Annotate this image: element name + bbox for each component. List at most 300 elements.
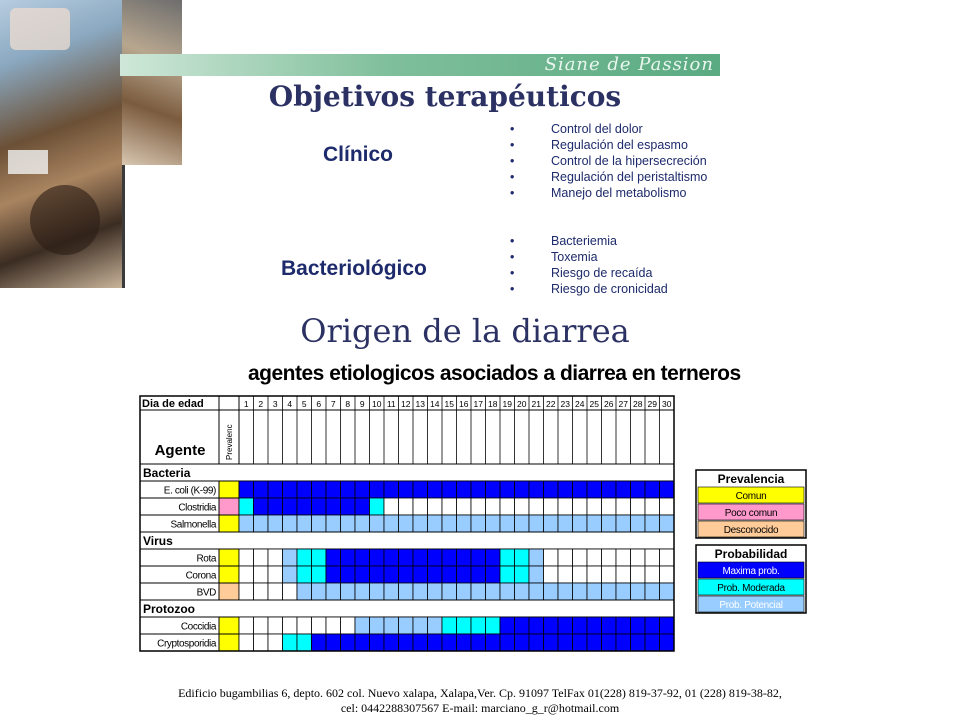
probability-cell (355, 481, 370, 498)
agent-name: Clostridia (178, 502, 216, 514)
group-label: Virus (143, 534, 173, 548)
probability-cell (573, 481, 588, 498)
agent-column-label: Agente (154, 442, 206, 459)
probability-cell (558, 481, 573, 498)
probability-cell (399, 498, 414, 515)
probability-cell (515, 515, 530, 532)
probability-legend-item-label: Prob. Potencial (719, 600, 783, 611)
probability-cell (529, 617, 544, 634)
probability-cell (558, 515, 573, 532)
list-item: • Bacteriemia (510, 233, 668, 249)
footer-contact-line: cel: 0442288307567 E-mail: marciano_g_r@hotmail.com (340, 701, 620, 715)
probability-cell (500, 583, 515, 600)
probability-cell (616, 549, 631, 566)
probability-cell (341, 481, 356, 498)
probability-cell (457, 481, 472, 498)
probability-cell (239, 634, 254, 651)
day-tick-label: 22 (546, 399, 556, 409)
list-item: • Manejo del metabolismo (510, 185, 707, 201)
day-tick-label: 19 (502, 399, 512, 409)
probability-cell (471, 549, 486, 566)
probability-cell (268, 515, 283, 532)
agent-name: Cryptosporidia (157, 638, 216, 650)
probability-cell (544, 549, 559, 566)
prevalence-cell (219, 634, 239, 651)
probability-cell (297, 515, 312, 532)
day-tick-label: 16 (459, 399, 469, 409)
probability-cell (442, 617, 457, 634)
probability-cell (384, 634, 399, 651)
probability-cell (544, 481, 559, 498)
probability-cell (486, 583, 501, 600)
probability-cell (457, 498, 472, 515)
group-header-row (140, 600, 674, 617)
group-label: Protozoo (143, 602, 195, 616)
agent-name: Rota (196, 553, 216, 565)
probability-cell (529, 583, 544, 600)
probability-cell (544, 617, 559, 634)
probability-cell (399, 634, 414, 651)
probability-cell (602, 617, 617, 634)
day-tick-label: 30 (662, 399, 672, 409)
day-tick-label: 18 (488, 399, 498, 409)
probability-cell (341, 634, 356, 651)
probability-cell (428, 583, 443, 600)
day-tick-label: 8 (345, 399, 351, 409)
probability-cell (645, 566, 660, 583)
probability-cell (428, 566, 443, 583)
day-tick-label: 6 (316, 399, 322, 409)
probability-cell (428, 549, 443, 566)
probability-cell (254, 498, 269, 515)
probability-cell (428, 634, 443, 651)
probability-cell (587, 498, 602, 515)
probability-cell (442, 549, 457, 566)
probability-cell (602, 515, 617, 532)
probability-cell (297, 498, 312, 515)
probability-cell (297, 634, 312, 651)
probability-cell (283, 549, 298, 566)
probability-cell (558, 583, 573, 600)
probability-cell (558, 566, 573, 583)
prevalence-cell (219, 549, 239, 566)
probability-cell (529, 481, 544, 498)
probability-cell (573, 634, 588, 651)
probability-cell (660, 566, 675, 583)
probability-cell (529, 498, 544, 515)
probability-cell (515, 583, 530, 600)
probability-cell (239, 617, 254, 634)
probability-cell (660, 481, 675, 498)
probability-legend-item-label: Maxima prob. (722, 566, 780, 577)
agent-name: Coccidia (180, 621, 216, 633)
probability-cell (500, 549, 515, 566)
probability-cell (399, 549, 414, 566)
group-header-row (140, 464, 674, 481)
probability-cell (297, 481, 312, 498)
probability-cell (660, 515, 675, 532)
prevalence-legend-item-label: Desconocido (723, 525, 779, 536)
list-item: • Riesgo de cronicidad (510, 281, 668, 297)
probability-cell (283, 515, 298, 532)
grid-header-label: Dia de edad (142, 398, 204, 410)
probability-cell (616, 583, 631, 600)
probability-cell (283, 481, 298, 498)
probability-cell (544, 515, 559, 532)
probability-cell (355, 549, 370, 566)
probability-cell (471, 617, 486, 634)
probability-cell (384, 549, 399, 566)
probability-cell (616, 498, 631, 515)
prevalence-cell (219, 498, 239, 515)
probability-cell (471, 566, 486, 583)
probability-cell (355, 617, 370, 634)
probability-cell (457, 583, 472, 600)
probability-cell (312, 617, 327, 634)
probability-cell (283, 566, 298, 583)
probability-cell (602, 549, 617, 566)
probability-cell (529, 515, 544, 532)
probability-cell (529, 634, 544, 651)
probability-cell (602, 634, 617, 651)
probability-cell (558, 549, 573, 566)
probability-cell (399, 617, 414, 634)
probability-cell (631, 498, 646, 515)
probability-cell (413, 481, 428, 498)
probability-cell (602, 481, 617, 498)
day-tick-label: 13 (415, 399, 425, 409)
probability-cell (515, 481, 530, 498)
probability-cell (515, 634, 530, 651)
probability-cell (341, 549, 356, 566)
probability-cell (370, 566, 385, 583)
probability-cell (268, 498, 283, 515)
probability-cell (515, 617, 530, 634)
probability-cell (616, 617, 631, 634)
day-tick-label: 9 (359, 399, 365, 409)
section-label-clinico: Clínico (323, 143, 394, 166)
probability-cell (573, 566, 588, 583)
probability-cell (558, 634, 573, 651)
probability-cell (457, 634, 472, 651)
probability-cell (268, 481, 283, 498)
probability-cell (312, 549, 327, 566)
section-title: Origen de la diarrea (300, 312, 630, 350)
probability-cell (529, 549, 544, 566)
agent-name: Corona (185, 570, 216, 582)
probability-cell (457, 549, 472, 566)
probability-cell (500, 498, 515, 515)
probability-legend-item-label: Prob. Moderada (717, 583, 785, 594)
probability-cell (660, 498, 675, 515)
probability-cell (268, 549, 283, 566)
probability-cell (442, 515, 457, 532)
day-tick-label: 25 (589, 399, 599, 409)
probability-cell (384, 617, 399, 634)
probability-cell (631, 549, 646, 566)
agent-name: Salmonella (170, 519, 216, 531)
prevalence-column-label: Prevalenc (225, 424, 234, 460)
probability-cell (631, 566, 646, 583)
probability-cell (587, 549, 602, 566)
probability-legend-title: Probabilidad (714, 547, 788, 561)
probability-cell (326, 566, 341, 583)
probability-cell (399, 515, 414, 532)
probability-cell (660, 549, 675, 566)
probability-cell (312, 566, 327, 583)
probability-cell (326, 515, 341, 532)
probability-cell (631, 583, 646, 600)
day-tick-label: 27 (618, 399, 628, 409)
probability-cell (515, 498, 530, 515)
probability-cell (254, 566, 269, 583)
day-tick-label: 28 (633, 399, 643, 409)
probability-cell (602, 498, 617, 515)
probability-cell (413, 634, 428, 651)
probability-cell (268, 617, 283, 634)
day-tick-label: 3 (272, 399, 278, 409)
probability-cell (500, 515, 515, 532)
probability-cell (254, 617, 269, 634)
probability-cell (457, 566, 472, 583)
probability-cell (587, 481, 602, 498)
probability-cell (544, 634, 559, 651)
probability-cell (660, 617, 675, 634)
probability-cell (370, 498, 385, 515)
agent-name: BVD (196, 587, 216, 599)
probability-cell (413, 583, 428, 600)
probability-cell (399, 481, 414, 498)
probability-cell (283, 498, 298, 515)
probability-cell (312, 498, 327, 515)
probability-cell (573, 617, 588, 634)
probability-cell (268, 566, 283, 583)
probability-cell (239, 549, 254, 566)
prevalence-cell (219, 617, 239, 634)
probability-cell (645, 549, 660, 566)
probability-cell (370, 549, 385, 566)
probability-cell (312, 583, 327, 600)
probability-cell (645, 515, 660, 532)
probability-cell (442, 481, 457, 498)
probability-cell (457, 617, 472, 634)
probability-cell (239, 566, 254, 583)
page-title: Objetivos terapéuticos (268, 80, 622, 113)
probability-cell (486, 566, 501, 583)
probability-cell (500, 566, 515, 583)
day-tick-label: 14 (430, 399, 440, 409)
probability-cell (283, 617, 298, 634)
probability-cell (631, 617, 646, 634)
probability-cell (341, 566, 356, 583)
prevalence-cell (219, 566, 239, 583)
probability-cell (355, 498, 370, 515)
probability-cell (645, 481, 660, 498)
probability-cell (384, 566, 399, 583)
probability-cell (631, 515, 646, 532)
day-tick-label: 26 (604, 399, 614, 409)
probability-cell (341, 617, 356, 634)
probability-cell (471, 498, 486, 515)
probability-cell (326, 583, 341, 600)
probability-cell (442, 583, 457, 600)
probability-cell (384, 515, 399, 532)
day-tick-label: 23 (560, 399, 570, 409)
day-tick-label: 29 (647, 399, 657, 409)
probability-cell (602, 566, 617, 583)
probability-cell (312, 515, 327, 532)
probability-cell (370, 481, 385, 498)
probability-cell (500, 634, 515, 651)
probability-cell (413, 617, 428, 634)
probability-cell (297, 549, 312, 566)
probability-cell (384, 498, 399, 515)
day-tick-label: 20 (517, 399, 527, 409)
agent-header-row (140, 410, 674, 464)
prevalence-cell (219, 481, 239, 498)
probability-cell (355, 583, 370, 600)
list-item: • Toxemia (510, 249, 668, 265)
probability-cell (558, 617, 573, 634)
probability-cell (645, 617, 660, 634)
prevalence-cell (219, 515, 239, 532)
day-tick-label: 15 (444, 399, 454, 409)
probability-cell (283, 634, 298, 651)
probability-cell (268, 634, 283, 651)
probability-cell (558, 498, 573, 515)
probability-cell (587, 634, 602, 651)
probability-cell (341, 583, 356, 600)
probability-cell (283, 583, 298, 600)
chart-title: agentes etiologicos asociados a diarrea en terneros (248, 362, 741, 385)
probability-cell (573, 498, 588, 515)
probability-cell (355, 566, 370, 583)
day-tick-label: 1 (243, 399, 249, 409)
prevalence-legend-item-label: Comun (735, 491, 767, 502)
probability-cell (254, 583, 269, 600)
probability-cell (297, 617, 312, 634)
day-tick-label: 17 (473, 399, 483, 409)
probability-cell (471, 583, 486, 600)
agent-name: E. coli (K-99) (163, 485, 216, 497)
probability-cell (428, 515, 443, 532)
probability-cell (442, 498, 457, 515)
probability-cell (370, 634, 385, 651)
probability-cell (471, 481, 486, 498)
probability-cell (616, 566, 631, 583)
probability-cell (486, 634, 501, 651)
probability-cell (355, 515, 370, 532)
probability-cell (399, 583, 414, 600)
list-item: • Regulación del espasmo (510, 137, 707, 153)
banner-watermark-text: Siane de Passion (544, 54, 714, 75)
probability-cell (413, 549, 428, 566)
probability-cell (645, 634, 660, 651)
probability-cell (399, 566, 414, 583)
probability-cell (573, 583, 588, 600)
probability-cell (370, 515, 385, 532)
probability-cell (442, 634, 457, 651)
probability-cell (239, 498, 254, 515)
list-item: • Control de la hipersecreción (510, 153, 707, 169)
probability-cell (239, 515, 254, 532)
day-tick-label: 12 (401, 399, 411, 409)
day-tick-label: 24 (575, 399, 585, 409)
probability-cell (645, 498, 660, 515)
group-label: Bacteria (143, 466, 191, 480)
probability-cell (529, 566, 544, 583)
probability-cell (341, 498, 356, 515)
probability-cell (254, 549, 269, 566)
probability-cell (660, 583, 675, 600)
day-tick-label: 21 (531, 399, 541, 409)
probability-cell (297, 583, 312, 600)
probability-cell (326, 549, 341, 566)
probability-cell (486, 515, 501, 532)
list-item: • Control del dolor (510, 121, 707, 137)
probability-cell (587, 583, 602, 600)
probability-cell (486, 481, 501, 498)
day-tick-label: 2 (258, 399, 264, 409)
footer-contact (0, 686, 960, 716)
probability-cell (645, 583, 660, 600)
probability-cell (544, 566, 559, 583)
probability-cell (471, 515, 486, 532)
probability-cell (660, 634, 675, 651)
day-tick-label: 10 (372, 399, 382, 409)
probability-cell (413, 566, 428, 583)
probability-cell (631, 481, 646, 498)
probability-cell (370, 617, 385, 634)
prevalence-cell (219, 583, 239, 600)
probability-cell (486, 549, 501, 566)
probability-cell (544, 583, 559, 600)
day-tick-label: 11 (386, 399, 396, 409)
probability-cell (384, 583, 399, 600)
probability-cell (573, 515, 588, 532)
section-label-bacteriologico: Bacteriológico (281, 257, 427, 280)
probability-cell (486, 617, 501, 634)
day-tick-label: 5 (301, 399, 307, 409)
probability-cell (326, 634, 341, 651)
probability-cell (515, 566, 530, 583)
probability-cell (413, 498, 428, 515)
probability-cell (457, 515, 472, 532)
probability-cell (602, 583, 617, 600)
probability-cell (239, 583, 254, 600)
group-header-row (140, 532, 674, 549)
probability-cell (326, 617, 341, 634)
probability-cell (442, 566, 457, 583)
prevalence-legend-title: Prevalencia (717, 472, 785, 486)
probability-cell (587, 515, 602, 532)
probability-cell (587, 566, 602, 583)
footer-address: Edificio bugambilias 6, depto. 602 col. Nuevo xalapa, Xalapa,Ver. Cp. 91097 TelFax 01(228) 819-37-92, 01 (228) 819-38-82, (178, 686, 782, 700)
probability-cell (500, 617, 515, 634)
probability-cell (631, 634, 646, 651)
probability-cell (587, 617, 602, 634)
day-tick-label: 7 (330, 399, 336, 409)
probability-cell (254, 515, 269, 532)
probability-cell (413, 515, 428, 532)
probability-cell (312, 481, 327, 498)
probability-cell (326, 498, 341, 515)
probability-cell (573, 549, 588, 566)
probability-cell (428, 481, 443, 498)
prevalence-legend-item-label: Poco comun (724, 508, 778, 519)
probability-cell (268, 583, 283, 600)
probability-cell (500, 481, 515, 498)
